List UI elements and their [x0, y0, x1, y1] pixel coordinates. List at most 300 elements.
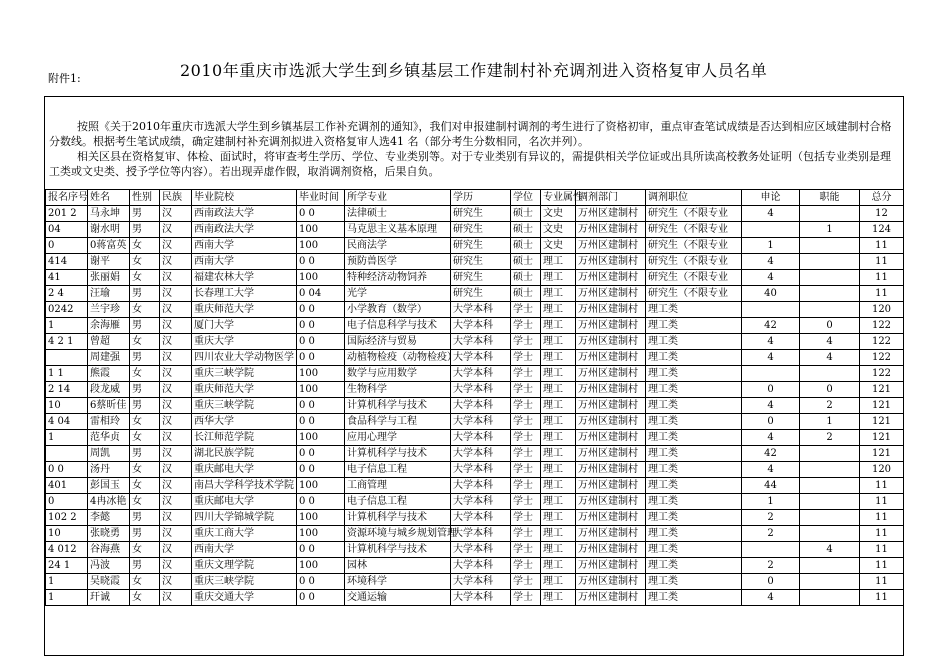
- table-header-row: [46, 190, 904, 206]
- cell-gender: 女: [130, 478, 160, 494]
- cell-total: 124: [860, 222, 904, 238]
- cell-university: 四川农业大学动物医学: [192, 350, 297, 366]
- table-row: [46, 590, 904, 606]
- cell-total: 11: [860, 574, 904, 590]
- cell-major-type: 理工: [541, 526, 576, 542]
- cell-ethnicity: 汉: [160, 302, 192, 318]
- column-header-gender: 性别: [130, 190, 160, 206]
- table-row: [46, 478, 904, 494]
- cell-reg-no: 04: [46, 222, 88, 238]
- cell-reg-no: [46, 350, 88, 366]
- cell-university: 重庆邮电大学: [192, 462, 297, 478]
- cell-essay: 4: [742, 334, 800, 350]
- notice-paragraph: 按照《关于2010年重庆市选派大学生到乡镇基层工作补充调剂的通知》，我们对申报建制村调剂的考生进行了资格初审，重点审查笔试成绩是否达到相应区域建制村合格分数线。根据考生笔试成绩，确定建制村补充调剂拟进入资格复审人选41 名（部分考生分数相同，名次并列）。: [49, 120, 892, 148]
- cell-dept: 万州区建制村: [576, 510, 646, 526]
- cell-major: 电子信息科学与技术: [345, 318, 451, 334]
- cell-major: 数学与应用数学: [345, 366, 451, 382]
- cell-total: 120: [860, 302, 904, 318]
- table-row: [46, 206, 904, 222]
- cell-essay: 44: [742, 478, 800, 494]
- cell-reg-no: 0: [46, 494, 88, 510]
- cell-dept: 万州区建制村: [576, 590, 646, 606]
- cell-gender: 男: [130, 222, 160, 238]
- cell-dept: 万州区建制村: [576, 366, 646, 382]
- cell-position: 理工类: [646, 558, 742, 574]
- cell-university: 西华大学: [192, 414, 297, 430]
- cell-reg-no: [46, 446, 88, 462]
- cell-function: 2: [800, 430, 860, 446]
- document-frame: [44, 96, 904, 656]
- cell-major: 交通运输: [345, 590, 451, 606]
- cell-education: 大学本科: [451, 398, 511, 414]
- cell-gender: 女: [130, 430, 160, 446]
- cell-major-type: 理工: [541, 286, 576, 302]
- cell-degree: 学士: [511, 494, 541, 510]
- cell-total: 122: [860, 318, 904, 334]
- cell-university: 重庆三峡学院: [192, 366, 297, 382]
- cell-name: 谢水明: [88, 222, 130, 238]
- column-header-grad-time: 毕业时间: [297, 190, 345, 206]
- table-row: [46, 526, 904, 542]
- cell-education: 大学本科: [451, 558, 511, 574]
- cell-function: [800, 478, 860, 494]
- cell-total: 11: [860, 270, 904, 286]
- cell-position: 理工类: [646, 398, 742, 414]
- cell-degree: 硕士: [511, 222, 541, 238]
- cell-major: 法律硕士: [345, 206, 451, 222]
- cell-reg-no: 201 2: [46, 206, 88, 222]
- cell-ethnicity: 汉: [160, 414, 192, 430]
- cell-university: 重庆三峡学院: [192, 398, 297, 414]
- cell-name: 周凯: [88, 446, 130, 462]
- cell-gender: 男: [130, 526, 160, 542]
- cell-major: 国际经济与贸易: [345, 334, 451, 350]
- cell-major-type: 理工: [541, 478, 576, 494]
- cell-education: 大学本科: [451, 350, 511, 366]
- cell-ethnicity: 汉: [160, 318, 192, 334]
- cell-major: 计算机科学与技术: [345, 446, 451, 462]
- table-row: [46, 446, 904, 462]
- cell-position: 理工类: [646, 414, 742, 430]
- cell-function: 2: [800, 398, 860, 414]
- cell-major: 特种经济动物饲养: [345, 270, 451, 286]
- cell-university: 西南大学: [192, 238, 297, 254]
- cell-ethnicity: 汉: [160, 590, 192, 606]
- cell-grad-time: 100: [297, 222, 345, 238]
- cell-essay: [742, 302, 800, 318]
- cell-education: 大学本科: [451, 462, 511, 478]
- cell-function: 1: [800, 222, 860, 238]
- cell-grad-time: 0 0: [297, 350, 345, 366]
- cell-ethnicity: 汉: [160, 430, 192, 446]
- cell-gender: 女: [130, 238, 160, 254]
- cell-position: 理工类: [646, 510, 742, 526]
- column-header-major-type: 专业属性: [541, 190, 576, 206]
- cell-essay: 0: [742, 574, 800, 590]
- cell-dept: 万州区建制村: [576, 558, 646, 574]
- cell-position: 研究生（不限专业: [646, 238, 742, 254]
- cell-position: 理工类: [646, 574, 742, 590]
- cell-name: 范华贞: [88, 430, 130, 446]
- cell-dept: 万州区建制村: [576, 446, 646, 462]
- table-row: [46, 510, 904, 526]
- notice-paragraph: 相关区县在资格复审、体检、面试时，将审查考生学历、学位、专业类别等。对于专业类别有异议的，需提供相关学位证或出具所读高校教务处证明（包括专业类别是理工类或文史类、授予学位等内容）。若出现弄虚作假，取消调剂资格，后果自负。: [49, 150, 891, 178]
- cell-major: 马克思主义基本原理: [345, 222, 451, 238]
- cell-degree: 硕士: [511, 270, 541, 286]
- cell-university: 重庆交通大学: [192, 590, 297, 606]
- table-body: [46, 206, 904, 606]
- cell-grad-time: 0 0: [297, 254, 345, 270]
- cell-university: 西南政法大学: [192, 206, 297, 222]
- cell-position: 理工类: [646, 478, 742, 494]
- cell-name: 汤丹: [88, 462, 130, 478]
- cell-function: 4: [800, 542, 860, 558]
- cell-gender: 女: [130, 366, 160, 382]
- cell-function: [800, 238, 860, 254]
- column-header-total: 总分: [860, 190, 904, 206]
- cell-university: 西南大学: [192, 254, 297, 270]
- cell-gender: 男: [130, 510, 160, 526]
- cell-function: [800, 270, 860, 286]
- cell-name: 谢平: [88, 254, 130, 270]
- cell-education: 大学本科: [451, 574, 511, 590]
- table-row: [46, 462, 904, 478]
- cell-name: 雷相玲: [88, 414, 130, 430]
- cell-position: 理工类: [646, 382, 742, 398]
- column-header-ethnicity: 民族: [160, 190, 192, 206]
- cell-function: 1: [800, 414, 860, 430]
- cell-total: 11: [860, 558, 904, 574]
- cell-major: 计算机科学与技术: [345, 542, 451, 558]
- cell-dept: 万州区建制村: [576, 238, 646, 254]
- cell-grad-time: 0 04: [297, 286, 345, 302]
- cell-major-type: 理工: [541, 270, 576, 286]
- cell-degree: 学士: [511, 574, 541, 590]
- cell-grad-time: 0 0: [297, 462, 345, 478]
- column-header-education: 学历: [451, 190, 511, 206]
- cell-dept: 万州区建制村: [576, 206, 646, 222]
- cell-major: 资源环境与城乡规划管理: [345, 526, 451, 542]
- cell-function: [800, 590, 860, 606]
- cell-function: 0: [800, 382, 860, 398]
- cell-major: 光学: [345, 286, 451, 302]
- table-row: [46, 254, 904, 270]
- cell-degree: 硕士: [511, 238, 541, 254]
- cell-name: 0蒋富英: [88, 238, 130, 254]
- cell-essay: 42: [742, 446, 800, 462]
- cell-total: 11: [860, 590, 904, 606]
- cell-total: 121: [860, 430, 904, 446]
- cell-major-type: 理工: [541, 254, 576, 270]
- cell-dept: 万州区建制村: [576, 318, 646, 334]
- cell-function: [800, 206, 860, 222]
- cell-ethnicity: 汉: [160, 398, 192, 414]
- cell-function: 0: [800, 318, 860, 334]
- cell-gender: 女: [130, 542, 160, 558]
- cell-education: 研究生: [451, 222, 511, 238]
- cell-dept: 万州区建制村: [576, 398, 646, 414]
- cell-reg-no: 1: [46, 318, 88, 334]
- cell-position: 理工类: [646, 430, 742, 446]
- cell-ethnicity: 汉: [160, 270, 192, 286]
- cell-gender: 女: [130, 334, 160, 350]
- cell-major-type: 理工: [541, 350, 576, 366]
- cell-essay: [742, 366, 800, 382]
- cell-major-type: 理工: [541, 574, 576, 590]
- cell-university: 福建农林大学: [192, 270, 297, 286]
- cell-education: 大学本科: [451, 382, 511, 398]
- cell-essay: 4: [742, 462, 800, 478]
- cell-grad-time: 0 0: [297, 206, 345, 222]
- cell-ethnicity: 汉: [160, 366, 192, 382]
- cell-degree: 学士: [511, 318, 541, 334]
- cell-position: 理工类: [646, 446, 742, 462]
- cell-major-type: 理工: [541, 446, 576, 462]
- cell-essay: 2: [742, 510, 800, 526]
- cell-gender: 男: [130, 318, 160, 334]
- cell-position: 理工类: [646, 334, 742, 350]
- cell-gender: 男: [130, 382, 160, 398]
- table-row: [46, 366, 904, 382]
- cell-ethnicity: 汉: [160, 206, 192, 222]
- cell-reg-no: 414: [46, 254, 88, 270]
- column-header-function: 职能: [800, 190, 860, 206]
- column-header-essay: 申论: [742, 190, 800, 206]
- cell-major: 小学教育（数学）: [345, 302, 451, 318]
- cell-major-type: 理工: [541, 510, 576, 526]
- cell-ethnicity: 汉: [160, 254, 192, 270]
- cell-function: 4: [800, 350, 860, 366]
- cell-name: 吴晓霞: [88, 574, 130, 590]
- cell-ethnicity: 汉: [160, 462, 192, 478]
- cell-gender: 女: [130, 270, 160, 286]
- cell-major: 预防兽医学: [345, 254, 451, 270]
- cell-total: 120: [860, 462, 904, 478]
- cell-essay: 4: [742, 398, 800, 414]
- cell-reg-no: 0242: [46, 302, 88, 318]
- table-row: [46, 414, 904, 430]
- cell-name: 兰宇珍: [88, 302, 130, 318]
- cell-major: 环境科学: [345, 574, 451, 590]
- cell-total: 11: [860, 238, 904, 254]
- column-header-university: 毕业院校: [192, 190, 297, 206]
- cell-grad-time: 0 0: [297, 334, 345, 350]
- cell-total: 122: [860, 334, 904, 350]
- cell-education: 大学本科: [451, 478, 511, 494]
- cell-total: 122: [860, 350, 904, 366]
- column-header-position: 调剂职位: [646, 190, 742, 206]
- cell-grad-time: 100: [297, 526, 345, 542]
- cell-dept: 万州区建制村: [576, 334, 646, 350]
- cell-ethnicity: 汉: [160, 574, 192, 590]
- cell-reg-no: 10: [46, 398, 88, 414]
- cell-major: 电子信息工程: [345, 462, 451, 478]
- cell-education: 大学本科: [451, 302, 511, 318]
- cell-education: 研究生: [451, 286, 511, 302]
- table-row: [46, 270, 904, 286]
- cell-degree: 硕士: [511, 286, 541, 302]
- table-row: [46, 574, 904, 590]
- cell-position: 研究生（不限专业: [646, 270, 742, 286]
- cell-function: [800, 510, 860, 526]
- cell-position: 研究生（不限专业: [646, 222, 742, 238]
- cell-major-type: 理工: [541, 334, 576, 350]
- cell-reg-no: 4 04: [46, 414, 88, 430]
- page-title: 2010年重庆市选派大学生到乡镇基层工作建制村补充调剂进入资格复审人员名单: [180, 61, 768, 80]
- column-header-dept: 调剂部门: [576, 190, 646, 206]
- table-row: [46, 558, 904, 574]
- cell-name: 彭国玉: [88, 478, 130, 494]
- cell-degree: 学士: [511, 302, 541, 318]
- cell-reg-no: 1: [46, 574, 88, 590]
- cell-name: 4冉冰艳: [88, 494, 130, 510]
- cell-function: [800, 286, 860, 302]
- cell-major-type: 理工: [541, 430, 576, 446]
- cell-name: 汪瑜: [88, 286, 130, 302]
- cell-total: 11: [860, 254, 904, 270]
- cell-grad-time: 0 0: [297, 302, 345, 318]
- cell-reg-no: 2 4: [46, 286, 88, 302]
- cell-major-type: 理工: [541, 494, 576, 510]
- cell-grad-time: 0 0: [297, 590, 345, 606]
- cell-total: 11: [860, 510, 904, 526]
- cell-grad-time: 0 0: [297, 446, 345, 462]
- cell-position: 理工类: [646, 302, 742, 318]
- cell-name: 冯波: [88, 558, 130, 574]
- cell-total: 11: [860, 478, 904, 494]
- cell-university: 重庆工商大学: [192, 526, 297, 542]
- cell-position: 理工类: [646, 318, 742, 334]
- cell-dept: 万州区建制村: [576, 270, 646, 286]
- cell-reg-no: 4 2 1: [46, 334, 88, 350]
- cell-essay: 4: [742, 590, 800, 606]
- cell-ethnicity: 汉: [160, 494, 192, 510]
- cell-name: 张晓勇: [88, 526, 130, 542]
- cell-grad-time: 0 0: [297, 574, 345, 590]
- cell-major: 计算机科学与技术: [345, 398, 451, 414]
- cell-dept: 万州区建制村: [576, 254, 646, 270]
- cell-major-type: 理工: [541, 590, 576, 606]
- cell-reg-no: 4 012: [46, 542, 88, 558]
- cell-major: 食品科学与工程: [345, 414, 451, 430]
- cell-essay: 4: [742, 254, 800, 270]
- cell-function: [800, 526, 860, 542]
- cell-function: [800, 446, 860, 462]
- cell-reg-no: 401: [46, 478, 88, 494]
- cell-major-type: 理工: [541, 558, 576, 574]
- cell-name: 6蔡昕佳: [88, 398, 130, 414]
- cell-position: 理工类: [646, 590, 742, 606]
- cell-ethnicity: 汉: [160, 558, 192, 574]
- cell-education: 大学本科: [451, 414, 511, 430]
- cell-major: 应用心理学: [345, 430, 451, 446]
- cell-major: 电子信息工程: [345, 494, 451, 510]
- table-row: [46, 542, 904, 558]
- cell-dept: 万州区建制村: [576, 430, 646, 446]
- cell-university: 南昌大学科学技术学院: [192, 478, 297, 494]
- cell-total: 11: [860, 286, 904, 302]
- cell-ethnicity: 汉: [160, 222, 192, 238]
- cell-education: 研究生: [451, 206, 511, 222]
- cell-reg-no: 1 1: [46, 366, 88, 382]
- cell-degree: 学士: [511, 542, 541, 558]
- cell-essay: 2: [742, 558, 800, 574]
- cell-name: 曾超: [88, 334, 130, 350]
- cell-major: 生物科学: [345, 382, 451, 398]
- cell-dept: 万州区建制村: [576, 574, 646, 590]
- cell-gender: 女: [130, 254, 160, 270]
- cell-education: 大学本科: [451, 334, 511, 350]
- cell-gender: 男: [130, 286, 160, 302]
- cell-grad-time: 100: [297, 478, 345, 494]
- cell-ethnicity: 汉: [160, 382, 192, 398]
- table-row: [46, 494, 904, 510]
- cell-reg-no: 2 14: [46, 382, 88, 398]
- cell-essay: 1: [742, 494, 800, 510]
- cell-essay: 40: [742, 286, 800, 302]
- cell-gender: 女: [130, 302, 160, 318]
- cell-ethnicity: 汉: [160, 542, 192, 558]
- cell-major: 工商管理: [345, 478, 451, 494]
- cell-position: 研究生（不限专业: [646, 286, 742, 302]
- cell-university: 湖北民族学院: [192, 446, 297, 462]
- cell-gender: 女: [130, 590, 160, 606]
- cell-dept: 万州区建制村: [576, 382, 646, 398]
- column-header-major: 所学专业: [345, 190, 451, 206]
- cell-reg-no: 0: [46, 238, 88, 254]
- cell-major-type: 文史: [541, 222, 576, 238]
- cell-essay: 42: [742, 318, 800, 334]
- cell-gender: 女: [130, 462, 160, 478]
- notice-text: [49, 119, 899, 179]
- cell-ethnicity: 汉: [160, 286, 192, 302]
- cell-degree: 硕士: [511, 254, 541, 270]
- cell-position: 理工类: [646, 462, 742, 478]
- cell-university: 长江师范学院: [192, 430, 297, 446]
- cell-function: [800, 494, 860, 510]
- cell-degree: 学士: [511, 334, 541, 350]
- cell-education: 大学本科: [451, 366, 511, 382]
- cell-name: 玕诚: [88, 590, 130, 606]
- cell-name: 周建强: [88, 350, 130, 366]
- cell-dept: 万州区建制村: [576, 542, 646, 558]
- cell-function: [800, 366, 860, 382]
- cell-dept: 万州区建制村: [576, 494, 646, 510]
- cell-university: 长春理工大学: [192, 286, 297, 302]
- cell-position: 理工类: [646, 542, 742, 558]
- cell-essay: 4: [742, 206, 800, 222]
- cell-function: 4: [800, 334, 860, 350]
- cell-function: [800, 574, 860, 590]
- cell-dept: 万州区建制村: [576, 350, 646, 366]
- cell-essay: [742, 222, 800, 238]
- cell-gender: 男: [130, 398, 160, 414]
- table-row: [46, 382, 904, 398]
- cell-grad-time: 0 0: [297, 318, 345, 334]
- cell-essay: 4: [742, 430, 800, 446]
- cell-education: 大学本科: [451, 542, 511, 558]
- cell-essay: 2: [742, 526, 800, 542]
- cell-university: 重庆师范大学: [192, 302, 297, 318]
- cell-education: 大学本科: [451, 494, 511, 510]
- cell-grad-time: 100: [297, 270, 345, 286]
- table-row: [46, 430, 904, 446]
- table-row: [46, 286, 904, 302]
- column-header-degree: 学位: [511, 190, 541, 206]
- cell-major-type: 理工: [541, 382, 576, 398]
- cell-ethnicity: 汉: [160, 526, 192, 542]
- cell-major-type: 理工: [541, 302, 576, 318]
